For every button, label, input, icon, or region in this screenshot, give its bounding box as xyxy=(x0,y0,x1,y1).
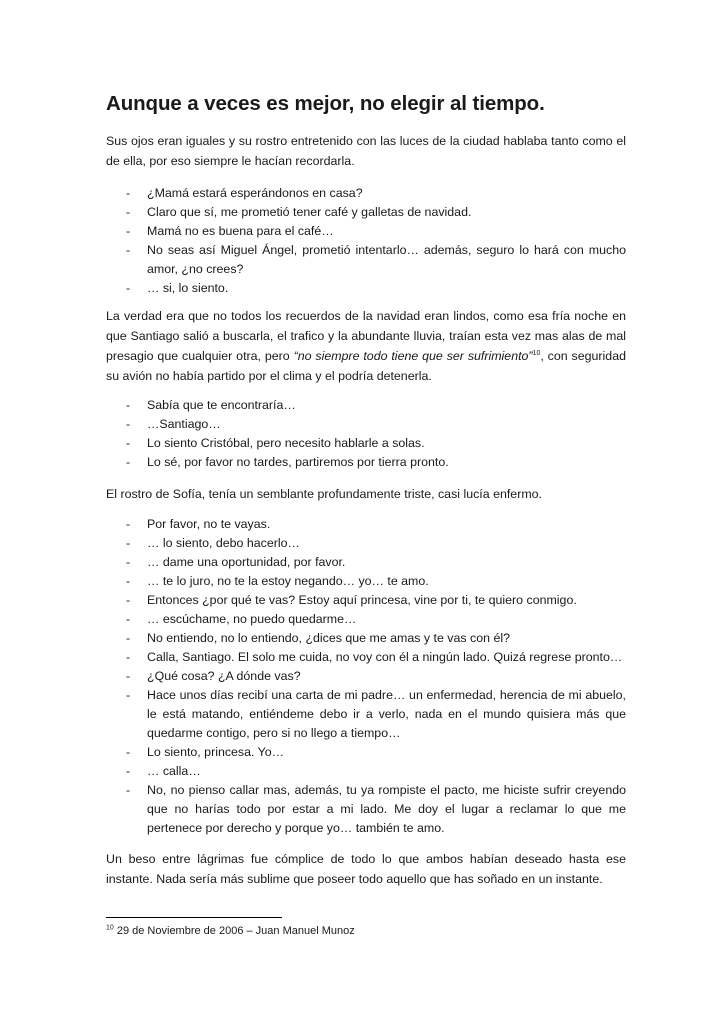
dialog-line xyxy=(106,781,626,838)
dialog-line xyxy=(106,279,626,298)
dialog-line-text: No seas así Miguel Ángel, prometió intentarlo… además, seguro lo hará con mucho amor, ¿no crees? xyxy=(147,243,626,276)
dialog-line xyxy=(106,184,626,203)
dialog-list-3 xyxy=(106,515,626,838)
dialog-line xyxy=(106,203,626,222)
footnote-ref: 10 xyxy=(532,349,541,357)
dash-bullet: - xyxy=(126,536,131,550)
dialog-line-text: … calla… xyxy=(147,764,201,778)
footnote-mark: 10 xyxy=(106,924,114,932)
dialog-line-text: Lo siento, princesa. Yo… xyxy=(147,745,285,759)
dialog-line-text: Lo siento Cristóbal, pero necesito hablarle a solas. xyxy=(147,436,425,450)
dialog-line xyxy=(106,629,626,648)
dash-bullet: - xyxy=(126,281,131,295)
dash-bullet: - xyxy=(126,243,131,257)
dialog-line-text: Calla, Santiago. El solo me cuida, no voy con él a ningún lado. Quizá regrese pronto… xyxy=(147,650,623,664)
dialog-line-text: … dame una oportunidad, por favor. xyxy=(147,555,346,569)
dash-bullet: - xyxy=(126,593,131,607)
dialog-line xyxy=(106,610,626,629)
paragraph-2-text: La verdad era que no todos los recuerdos de la navidad eran lindos, como esa fría noche en que Santiago salió a buscarla, el trafico y la abundante lluvia, traían esta vez mas alas de mal presagio que cualquier otra, pero xyxy=(106,309,626,363)
dash-bullet: - xyxy=(126,224,131,238)
dialog-line xyxy=(106,434,626,453)
dash-bullet: - xyxy=(126,205,131,219)
dash-bullet: - xyxy=(126,455,131,469)
dash-bullet: - xyxy=(126,631,131,645)
footnote-separator xyxy=(106,917,282,918)
dialog-line-text: No, no pienso callar mas, además, tu ya rompiste el pacto, me hiciste sufrir creyendo que no harías todo por estar a mi lado. Me doy el lugar a reclamar lo que me pertenece por derecho y porque yo… también te amo. xyxy=(147,783,626,835)
dash-bullet: - xyxy=(126,669,131,683)
paragraph-2 xyxy=(106,306,626,386)
dialog-line-text: Mamá no es buena para el café… xyxy=(147,224,334,238)
page-title: Aunque a veces es mejor, no elegir al tiempo. xyxy=(106,92,545,115)
dialog-line xyxy=(106,453,626,472)
dash-bullet: - xyxy=(126,555,131,569)
dash-bullet: - xyxy=(126,574,131,588)
dialog-line-text: ¿Mamá estará esperándonos en casa? xyxy=(147,186,363,200)
dialog-line-text: …Santiago… xyxy=(147,417,221,431)
dialog-line xyxy=(106,667,626,686)
dash-bullet: - xyxy=(126,783,131,797)
dialog-line-text: Lo sé, por favor no tardes, partiremos por tierra pronto. xyxy=(147,455,449,469)
dash-bullet: - xyxy=(126,745,131,759)
dialog-line-text: Sabía que te encontraría… xyxy=(147,398,296,412)
dialog-line xyxy=(106,743,626,762)
footnote xyxy=(106,925,355,937)
paragraph-2-text-end: , con seguridad su avión no había partido por el clima y el podría detenerla. xyxy=(106,349,626,383)
dialog-line xyxy=(106,241,626,279)
dialog-list-2 xyxy=(106,396,626,472)
footnote-text: 29 de Noviembre de 2006 – Juan Manuel Munoz xyxy=(113,925,355,937)
dialog-line xyxy=(106,648,626,667)
dash-bullet: - xyxy=(126,764,131,778)
dialog-line-text: … si, lo siento. xyxy=(147,281,229,295)
dash-bullet: - xyxy=(126,650,131,664)
dialog-line-text: Claro que sí, me prometió tener café y galletas de navidad. xyxy=(147,205,472,219)
dash-bullet: - xyxy=(126,517,131,531)
dialog-line xyxy=(106,396,626,415)
dialog-line-text: Hace unos días recibí una carta de mi padre… un enfermedad, herencia de mi abuelo, le está matando, entiéndeme debo ir a verlo, nada en el mundo quisiera más que quedarme contigo, pero si no llego a tiempo… xyxy=(147,688,626,740)
dash-bullet: - xyxy=(126,688,131,702)
dialog-line-text: ¿Qué cosa? ¿A dónde vas? xyxy=(147,669,301,683)
dash-bullet: - xyxy=(126,398,131,412)
paragraph-1: Sus ojos eran iguales y su rostro entretenido con las luces de la ciudad hablaba tanto como el de ella, por eso siempre le hacían recordarla. xyxy=(106,134,626,168)
dialog-line xyxy=(106,222,626,241)
dialog-list-1 xyxy=(106,184,626,298)
dialog-line-text: … te lo juro, no te la estoy negando… yo… te amo. xyxy=(147,574,429,588)
paragraph-3: El rostro de Sofía, tenía un semblante profundamente triste, casi lucía enfermo. xyxy=(106,487,542,501)
dash-bullet: - xyxy=(126,186,131,200)
dialog-line xyxy=(106,553,626,572)
dialog-line xyxy=(106,515,626,534)
dialog-line xyxy=(106,572,626,591)
paragraph-4: Un beso entre lágrimas fue cómplice de todo lo que ambos habían deseado hasta ese instante. Nada sería más sublime que poseer todo aquello que has soñado en un instante. xyxy=(106,852,626,886)
dialog-line xyxy=(106,762,626,781)
dialog-line xyxy=(106,686,626,743)
dialog-line-text: … lo siento, debo hacerlo… xyxy=(147,536,300,550)
dialog-line xyxy=(106,534,626,553)
dialog-line-text: … escúchame, no puedo quedarme… xyxy=(147,612,357,626)
dash-bullet: - xyxy=(126,417,131,431)
dialog-line-text: No entiendo, no lo entiendo, ¿dices que me amas y te vas con él? xyxy=(147,631,510,645)
paragraph-2-quote: “no siempre todo tiene que ser sufrimiento” xyxy=(293,349,533,363)
dialog-line xyxy=(106,415,626,434)
dialog-line xyxy=(106,591,626,610)
dialog-line-text: Por favor, no te vayas. xyxy=(147,517,271,531)
dialog-line-text: Entonces ¿por qué te vas? Estoy aquí princesa, vine por ti, te quiero conmigo. xyxy=(147,593,577,607)
dash-bullet: - xyxy=(126,436,131,450)
dash-bullet: - xyxy=(126,612,131,626)
